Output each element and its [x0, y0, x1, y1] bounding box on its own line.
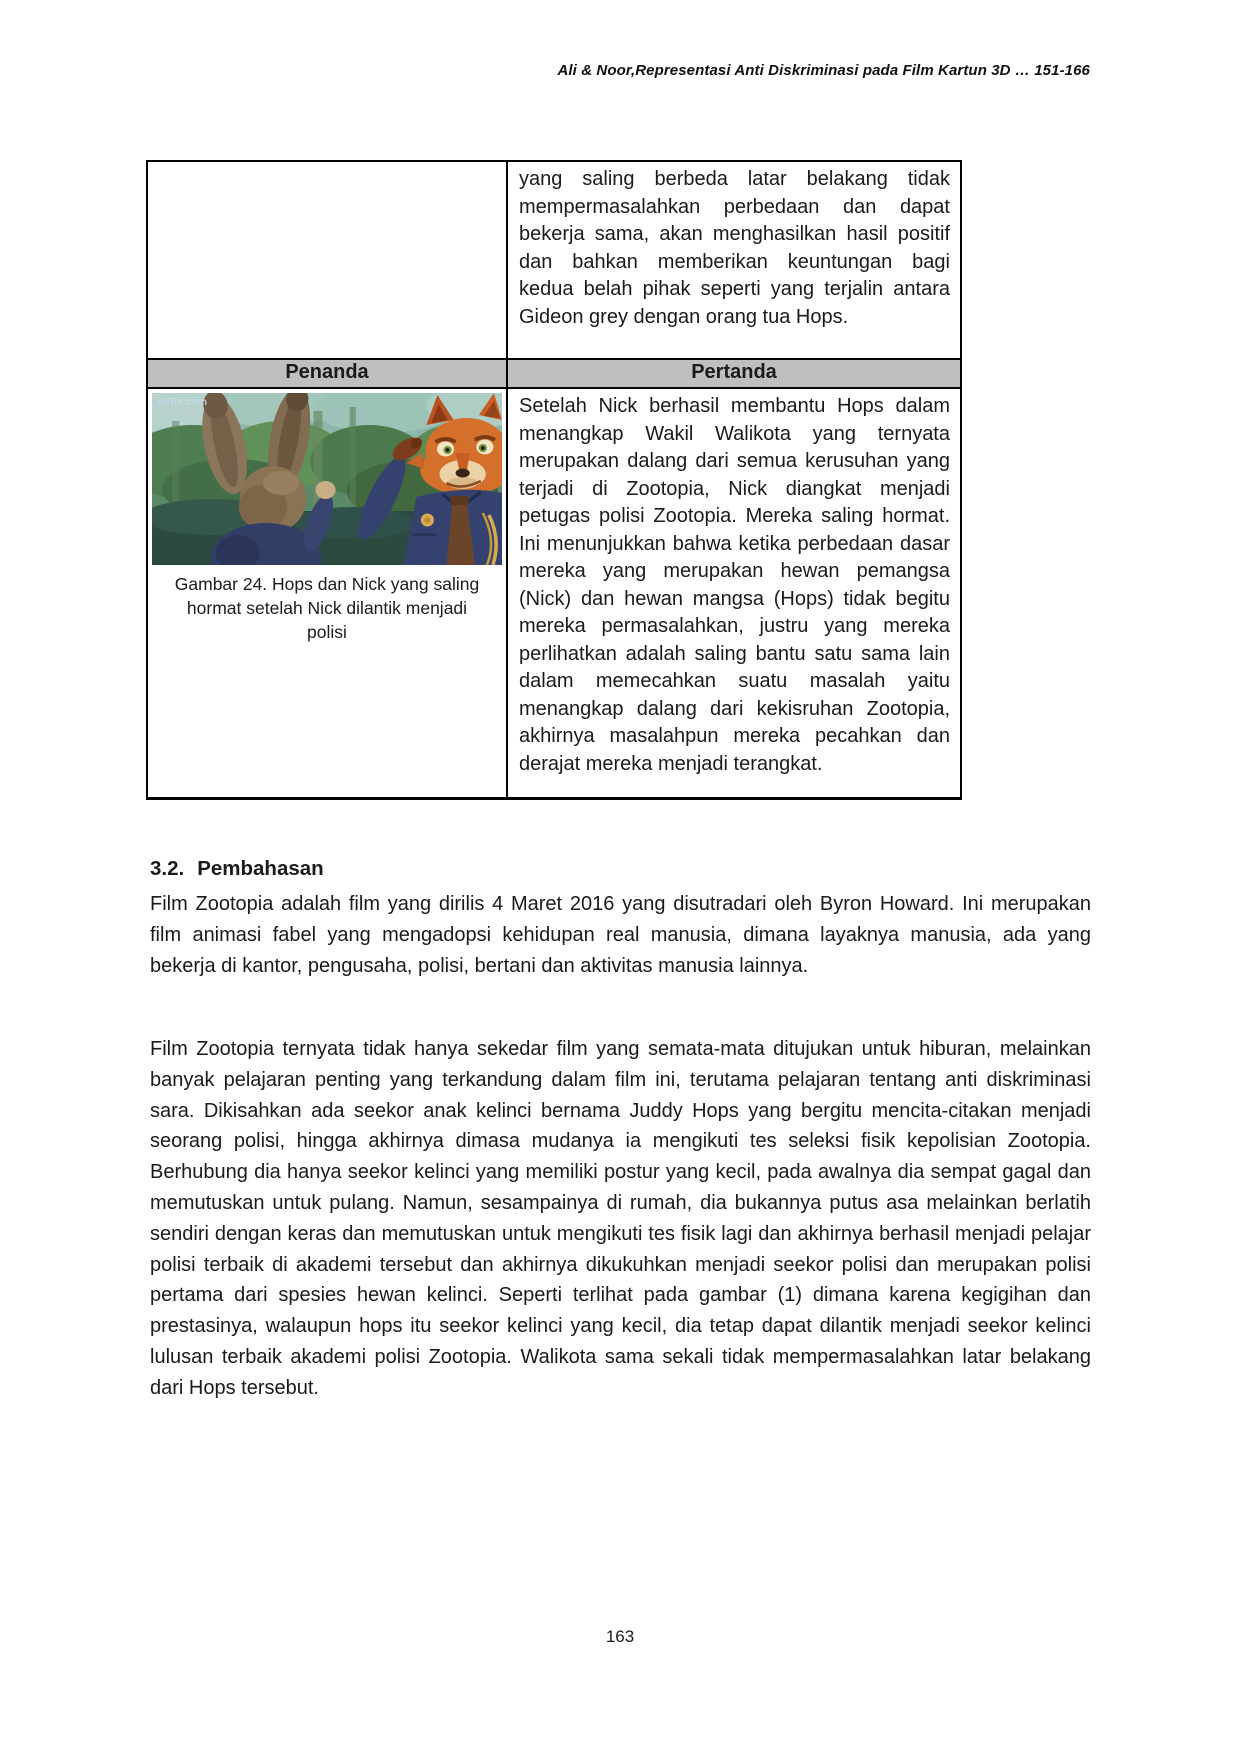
page-number: 163: [605, 1627, 635, 1646]
table-cell-penanda-continuation-empty: [148, 162, 506, 358]
body-paragraph-1: Film Zootopia adalah film yang dirilis 4 Maret 2016 yang disutradari oleh Byron Howard. Ini merupakan film animasi fabel yang mengadopsi kehidupan real manusia, dimana layaknya manusia, ada yang bekerja di kantor, pengusaha, polisi, bertani dan aktivitas manusia lainnya.: [150, 893, 1091, 977]
zootopia-scene-illustration: [152, 393, 502, 565]
zootopia-film-still: [152, 393, 502, 565]
table-cell-pertanda-continuation: yang saling berbeda latar belakang tidak mempermasalahkan perbedaan dan dapat bekerja sama, akan menghasilkan hasil positif dan bahkan memberikan keuntungan bagi kedua belah pihak seperti yang terjalin antara Gideon grey dengan orang tua Hops.: [506, 162, 960, 358]
section-number: 3.2.: [150, 857, 185, 880]
section-heading: [150, 857, 324, 881]
streaming-watermark: nFlix.com: [158, 397, 208, 408]
body-paragraph-2: Film Zootopia ternyata tidak hanya sekedar film yang semata-mata ditujukan untuk hiburan, melainkan banyak pelajaran penting yang terkandung dalam film ini, terutama pelajaran tentang anti diskriminasi sara. Dikisahkan ada seekor anak kelinci bernama Juddy Hops yang bergitu mencita-citakan menjadi seorang polisi, hingga akhirnya dimasa mudanya ia mengikuti tes seleksi fisik kepolisian Zootopia. Berhubung dia hanya seekor kelinci yang memiliki postur yang kecil, pada awalnya dia sempat gagal dan memutuskan untuk pulang. Namun, sesampainya di rumah, dia bukannya putus asa melainkan berlatih sendiri dengan keras dan memutuskan untuk mengikuti tes fisik lagi dan akhirnya berhasil menjadi pelajar polisi terbaik di akademi tersebut dan akhirnya dikukuhkan menjadi seekor polisi dan merupakan polisi pertama dari spesies hewan kelinci. Seperti terlihat pada gambar (1) dimana karena kegigihan dan prestasinya, walaupun hops itu seekor kelinci yang kecil, dia tetap dapat dilantik menjadi seekor kelinci lulusan terbaik akademi polisi Zootopia. Walikota sama sekali tidak mempermasalahkan latar belakang dari Hops tersebut.: [150, 1038, 1091, 1399]
running-header: Ali & Noor,Representasi Anti Diskriminasi pada Film Kartun 3D … 151-166: [557, 62, 1090, 79]
table-header-penanda: Penanda: [148, 358, 506, 387]
section-title: Pembahasan: [197, 857, 324, 880]
semiotic-table: [146, 160, 962, 800]
table-cell-penanda-figure: [148, 387, 506, 797]
table-cell-pertanda-analysis: Setelah Nick berhasil membantu Hops dalam menangkap Wakil Walikota yang ternyata merupakan dalang dari semua kerusuhan yang terjadi di Zootopia, Nick diangkat menjadi petugas polisi Zootopia. Mereka saling hormat. Ini menunjukkan bahwa ketika perbedaan dasar mereka yang merupakan hewan pemangsa (Nick) dan hewan mangsa (Hops) tidak begitu mereka permasalahkan, justru yang mereka perlihatkan adalah saling bantu satu sama lain dalam memecahkan suatu masalah yaitu menangkap dalang dari kekisruhan Zootopia, akhirnya masalahpun mereka pecahkan dan derajat mereka menjadi terangkat.: [506, 387, 960, 797]
table-header-pertanda: Pertanda: [506, 358, 960, 387]
figure-caption: Gambar 24. Hops dan Nick yang saling hormat setelah Nick dilantik menjadi polisi: [174, 574, 480, 642]
